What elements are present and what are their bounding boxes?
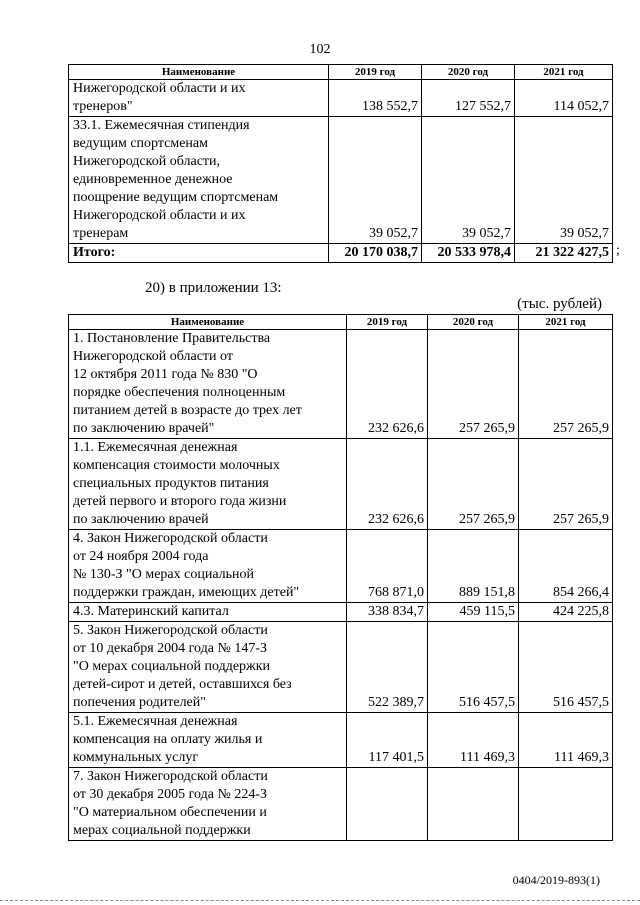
row-name (69, 330, 347, 439)
row-name-line: 1. Постановление Правительства (73, 331, 271, 346)
row-name (69, 80, 329, 117)
units-label: (тыс. рублей) (517, 296, 602, 312)
table-row (69, 117, 613, 244)
value-2019: 768 871,0 (347, 530, 428, 603)
row-name-line: специальных продуктов питания (73, 476, 269, 491)
appendix-13-table (68, 314, 613, 841)
row-name (69, 603, 347, 622)
row-name-line: 7. Закон Нижегородской области (73, 769, 268, 784)
value-2021: 257 265,9 (519, 439, 613, 530)
table-row (69, 622, 613, 713)
table-row (69, 330, 613, 439)
row-name-line: Нижегородской области и их (73, 208, 246, 223)
row-name-line: тренеров" (73, 99, 133, 114)
row-name-line: ведущим спортсменам (73, 136, 208, 151)
row-name-line: "О мерах социальной поддержки (73, 659, 271, 674)
value-2020: 516 457,5 (428, 622, 519, 713)
header-name: Наименование (69, 65, 329, 80)
value-2019: 39 052,7 (329, 117, 422, 244)
value-2020: 39 052,7 (422, 117, 515, 244)
value-2021: 516 457,5 (519, 622, 613, 713)
document-code: 0404/2019-893(1) (512, 873, 600, 887)
value-2020 (428, 768, 519, 841)
row-name-line: № 130-З "О мерах социальной (73, 567, 255, 582)
table-row (69, 80, 613, 117)
row-name-line: 1.1. Ежемесячная денежная (73, 440, 238, 455)
header-2019: 2019 год (329, 65, 422, 80)
row-name-line: попечения родителей" (73, 695, 206, 710)
row-name-line: 33.1. Ежемесячная стипендия (73, 118, 250, 133)
row-name-line: единовременное денежное (73, 172, 233, 187)
value-2019 (347, 768, 428, 841)
value-2021: 424 225,8 (519, 603, 613, 622)
value-2020: 257 265,9 (428, 330, 519, 439)
table-row (69, 603, 613, 622)
budget-table-continued (68, 64, 613, 263)
page-edge-divider (0, 900, 640, 905)
value-2020: 257 265,9 (428, 439, 519, 530)
header-2019: 2019 год (347, 315, 428, 330)
row-name-line: 5. Закон Нижегородской области (73, 623, 268, 638)
header-name: Наименование (69, 315, 347, 330)
value-2021: 257 265,9 (519, 330, 613, 439)
trailing-semicolon: ; (616, 243, 620, 258)
table-row (69, 439, 613, 530)
row-name-line: компенсация на оплату жилья и (73, 732, 263, 747)
row-name-line: от 10 декабря 2004 года № 147-З (73, 641, 267, 656)
value-2020: 459 115,5 (428, 603, 519, 622)
value-2020: 127 552,7 (422, 80, 515, 117)
table-header-row (69, 65, 613, 80)
row-name (69, 439, 347, 530)
value-2019: 338 834,7 (347, 603, 428, 622)
row-name-line: компенсация стоимости молочных (73, 458, 280, 473)
header-2021: 2021 год (519, 315, 613, 330)
table-row (69, 768, 613, 841)
total-value-2020: 20 533 978,4 (422, 244, 515, 263)
table-row (69, 530, 613, 603)
row-name-line: порядке обеспечения полноценным (73, 385, 286, 400)
value-2021: 114 052,7 (515, 80, 613, 117)
row-name (69, 713, 347, 768)
value-2020: 111 469,3 (428, 713, 519, 768)
row-name-line: от 30 декабря 2005 года № 224-З (73, 787, 267, 802)
value-2021: 111 469,3 (519, 713, 613, 768)
total-row (69, 244, 613, 263)
value-2019: 232 626,6 (347, 439, 428, 530)
table-row (69, 713, 613, 768)
value-2021: 39 052,7 (515, 117, 613, 244)
page-number: 102 (309, 42, 331, 57)
row-name-line: 4.3. Материнский капитал (73, 604, 229, 619)
row-name-line: поддержки граждан, имеющих детей" (73, 585, 300, 600)
row-name-line: Нижегородской области, (73, 154, 221, 169)
total-value-2021: 21 322 427,5 (515, 244, 613, 263)
value-2019: 138 552,7 (329, 80, 422, 117)
row-name-line: по заключению врачей" (73, 421, 215, 436)
row-name-line: поощрение ведущим спортсменам (73, 190, 279, 205)
row-name (69, 530, 347, 603)
row-name-line: 5.1. Ежемесячная денежная (73, 714, 238, 729)
row-name-line: детей первого и второго года жизни (73, 494, 287, 509)
row-name-line: 4. Закон Нижегородской области (73, 531, 268, 546)
value-2021 (519, 768, 613, 841)
value-2019: 232 626,6 (347, 330, 428, 439)
header-2021: 2021 год (515, 65, 613, 80)
row-name-line: детей-сирот и детей, оставшихся без (73, 677, 292, 692)
row-name-line: тренерам (73, 226, 129, 241)
row-name (69, 117, 329, 244)
row-name-line: коммунальных услуг (73, 750, 199, 765)
row-name-line: "О материальном обеспечении и (73, 805, 267, 820)
row-name-line: Нижегородской области и их (73, 81, 246, 96)
header-2020: 2020 год (422, 65, 515, 80)
row-name (69, 768, 347, 841)
table-header-row (69, 315, 613, 330)
header-2020: 2020 год (428, 315, 519, 330)
row-name-line: мерах социальной поддержки (73, 823, 251, 838)
row-name (69, 622, 347, 713)
value-2020: 889 151,8 (428, 530, 519, 603)
row-name-line: по заключению врачей (73, 512, 209, 527)
total-value-2019: 20 170 038,7 (329, 244, 422, 263)
appendix-intro-text: 20) в приложении 13: (145, 280, 282, 296)
value-2019: 117 401,5 (347, 713, 428, 768)
value-2021: 854 266,4 (519, 530, 613, 603)
row-name-line: от 24 ноября 2004 года (73, 549, 209, 564)
total-label: Итого: (69, 244, 329, 263)
row-name-line: Нижегородской области от (73, 349, 233, 364)
row-name-line: питанием детей в возрасте до трех лет (73, 403, 302, 418)
value-2019: 522 389,7 (347, 622, 428, 713)
row-name-line: 12 октября 2011 года № 830 "О (73, 367, 258, 382)
